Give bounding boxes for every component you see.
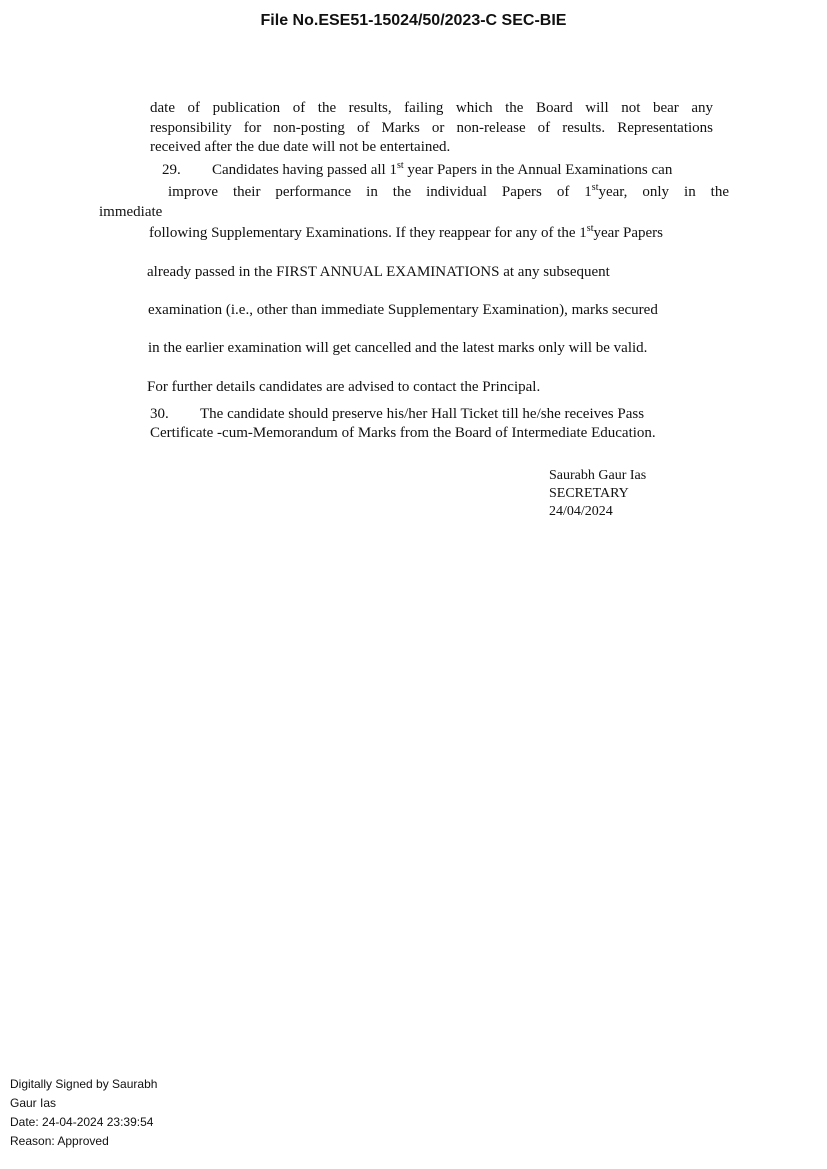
para29-line6: examination (i.e., other than immediate Supplementary Examination), marks secured	[148, 302, 658, 318]
para30-line1: The candidate should preserve his/her Hall Ticket till he/she receives Pass	[200, 406, 645, 422]
para29-line4-sup: st	[586, 223, 594, 234]
para29-line8: For further details candidates are advised to contact the Principal.	[147, 379, 541, 395]
digital-signature-date: Date: 24-04-2024 23:39:54	[10, 1115, 154, 1129]
digital-signature-reason: Reason: Approved	[10, 1134, 109, 1148]
para29-line2	[168, 183, 729, 202]
para29-line4-b: year Papers	[593, 225, 664, 241]
para28-line3: received after the due date will not be entertained.	[150, 139, 451, 155]
para30-line2: Certificate -cum-Memorandum of Marks from the Board of Intermediate Education.	[150, 425, 656, 441]
digital-signature-block	[10, 1075, 157, 1151]
signature-date: 24/04/2024	[549, 504, 613, 519]
signatory-designation: SECRETARY	[549, 486, 629, 501]
digital-signature-line2: Gaur Ias	[10, 1096, 57, 1110]
para29-line7: in the earlier examination will get cancelled and the latest marks only will be valid.	[148, 340, 648, 356]
para29-line2-sup: st	[591, 182, 599, 193]
para29-line4	[149, 224, 663, 243]
para28-line1: date of publication of the results, failing which the Board will not bear any	[150, 100, 713, 116]
para29-line1-b: year Papers in the Annual Examinations can	[403, 162, 673, 178]
para29-line2-b: year, only in the	[598, 184, 729, 200]
para29-line5: already passed in the FIRST ANNUAL EXAMINATIONS at any subsequent	[147, 264, 610, 280]
file-number-header: File No.ESE51-15024/50/2023-C SEC-BIE	[260, 12, 567, 29]
para29-line2-a: improve their performance in the individual Papers of 1	[168, 184, 592, 200]
para30-number: 30.	[150, 406, 169, 422]
signatory-name: Saurabh Gaur Ias	[549, 468, 647, 483]
para28-line2: responsibility for non-posting of Marks or non-release of results. Representations	[150, 120, 713, 136]
para29-number: 29.	[162, 162, 181, 178]
para29-line3: immediate	[99, 204, 163, 220]
para29-line1	[212, 161, 672, 180]
para29-line1-a: Candidates having passed all 1	[212, 162, 397, 178]
digital-signature-line1: Digitally Signed by Saurabh	[10, 1077, 158, 1091]
para29-line1-sup: st	[396, 160, 404, 171]
para29-line4-a: following Supplementary Examinations. If they reappear for any of the 1	[149, 225, 587, 241]
